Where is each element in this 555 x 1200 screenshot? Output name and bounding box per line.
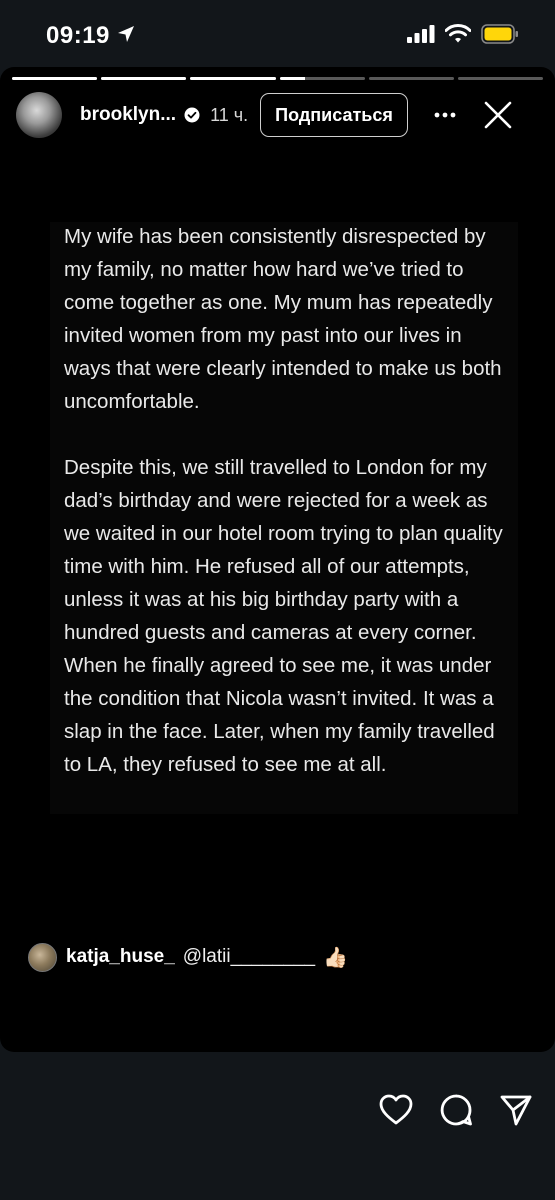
thumbs-up-emoji: 👍🏻 [323, 946, 349, 969]
story-time-ago: 11 ч. [210, 104, 249, 125]
story-paragraph: My wife has been consistently disrespected by my family, no matter how hard we’ve tried to come together as one. My mum has repeatedly invited women from my past into our lives in ways that were clearly intended to make us both uncomfortable. [64, 225, 502, 413]
progress-fill [190, 77, 275, 80]
battery-icon [481, 24, 519, 49]
story-actions [379, 1090, 533, 1130]
mention-avatar [28, 943, 57, 972]
close-icon[interactable] [484, 101, 512, 129]
verified-badge-icon [184, 107, 200, 123]
story-username[interactable]: brooklyn... [80, 104, 177, 125]
progress-fill [12, 77, 97, 80]
mention-tag[interactable]: @latii________ [182, 946, 316, 967]
navigation-arrow-icon [116, 24, 136, 49]
send-icon[interactable] [499, 1093, 533, 1127]
progress-segment [369, 77, 454, 80]
progress-fill [280, 77, 306, 80]
mention-username[interactable]: katja_huse_ [66, 946, 175, 967]
status-bar [0, 0, 555, 72]
progress-segment [458, 77, 543, 80]
wifi-icon [445, 24, 471, 48]
comment-bubble-icon[interactable] [439, 1093, 473, 1127]
cellular-signal-icon [407, 25, 435, 48]
story-progress-bar [12, 77, 543, 80]
progress-fill [101, 77, 186, 80]
follow-button[interactable]: Подписаться [260, 93, 408, 137]
story-header [16, 92, 543, 138]
avatar[interactable] [16, 92, 62, 138]
progress-segment [280, 77, 365, 80]
heart-icon[interactable] [379, 1094, 413, 1126]
mention-sticker[interactable] [28, 942, 348, 972]
story-paragraph: Despite this, we still travelled to London for my dad’s birthday and were rejected for a week as we waited in our hotel room trying to plan quality time with him. He refused all of our attempts, unless it was at his big birthday party with a hundred guests and cameras at every corner. When he finally agreed to see me, it was under the condition that Nicola wasn’t invited. It was a slap in the face. Later, when my family travelled to LA, they refused to see me at all. [64, 456, 503, 776]
more-dots-icon[interactable] [434, 112, 456, 118]
progress-segment [190, 77, 275, 80]
progress-segment [101, 77, 186, 80]
progress-segment [12, 77, 97, 80]
clock-time: 09:19 [46, 22, 110, 49]
